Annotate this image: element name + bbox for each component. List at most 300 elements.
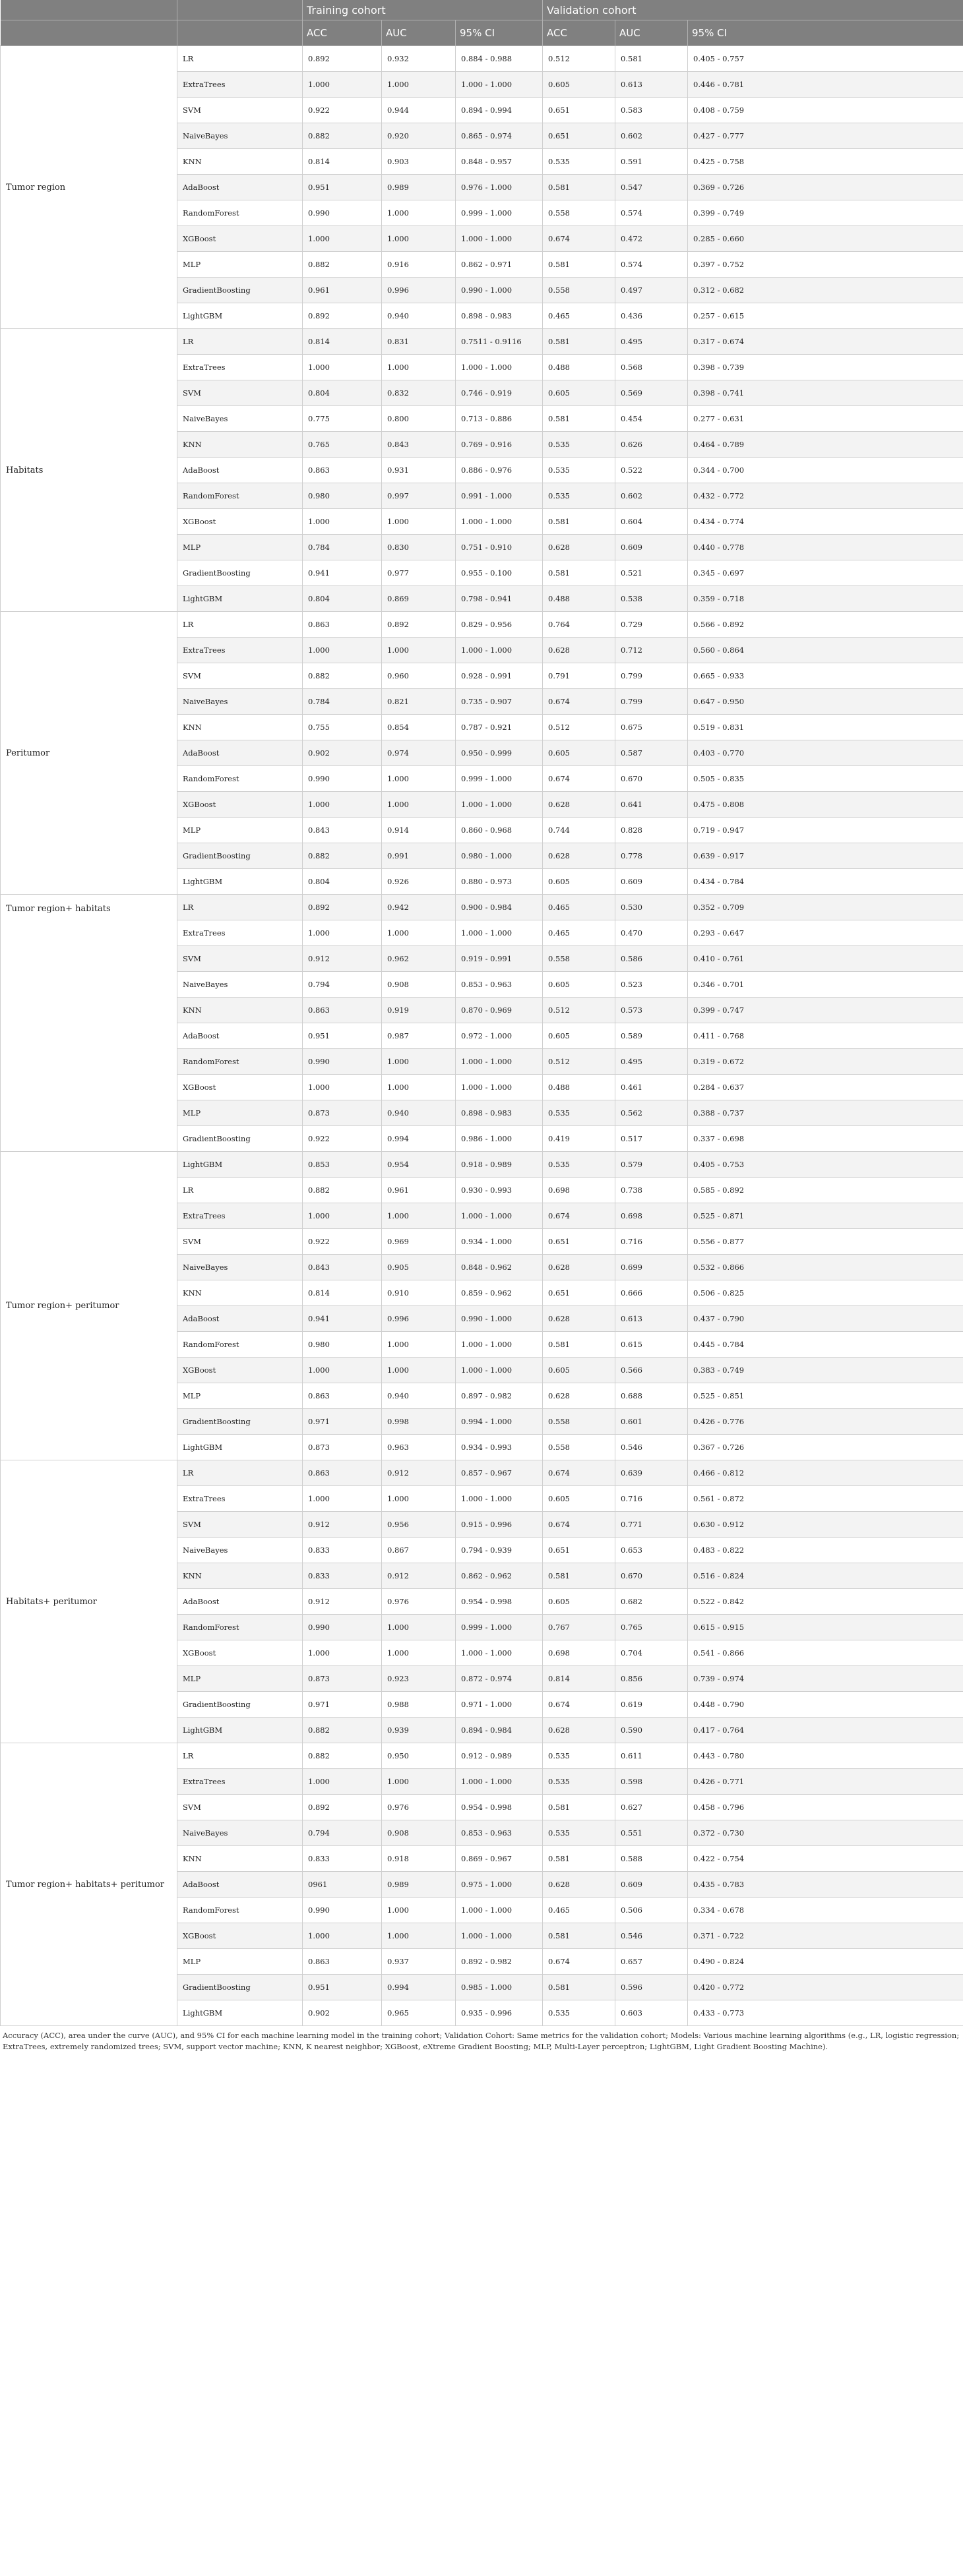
- train-ci-cell: 1.000 - 1.000: [456, 1049, 543, 1075]
- train-ci-cell: 0.769 - 0.916: [456, 432, 543, 458]
- train-ci-cell: 1.000 - 1.000: [456, 72, 543, 98]
- train-acc-cell: 0.990: [303, 1049, 382, 1075]
- model-name-cell: LR: [177, 46, 303, 72]
- valid-auc-cell: 0.546: [615, 1435, 688, 1460]
- train-acc-cell: 1.000: [303, 1075, 382, 1100]
- train-acc-cell: 0.922: [303, 98, 382, 123]
- model-name-cell: ExtraTrees: [177, 355, 303, 380]
- train-auc-cell: 0.832: [382, 380, 456, 406]
- model-name-cell: RandomForest: [177, 200, 303, 226]
- valid-acc-cell: 0.651: [543, 1538, 615, 1563]
- valid-acc-cell: 0.605: [543, 972, 615, 998]
- train-auc-cell: 0.961: [382, 1178, 456, 1203]
- train-acc-cell: 0.804: [303, 380, 382, 406]
- valid-acc-cell: 0.791: [543, 663, 615, 689]
- model-name-cell: XGBoost: [177, 792, 303, 818]
- train-ci-cell: 1.000 - 1.000: [456, 1898, 543, 1923]
- valid-acc-cell: 0.535: [543, 2000, 615, 2026]
- train-ci-cell: 0.928 - 0.991: [456, 663, 543, 689]
- valid-acc-cell: 0.605: [543, 1589, 615, 1615]
- train-ci-cell: 0.7511 - 0.9116: [456, 329, 543, 355]
- train-ci-cell: 1.000 - 1.000: [456, 1332, 543, 1358]
- valid-ci-cell: 0.445 - 0.784: [688, 1332, 963, 1358]
- model-name-cell: GradientBoosting: [177, 843, 303, 869]
- valid-ci-cell: 0.532 - 0.866: [688, 1255, 963, 1280]
- valid-acc-cell: 0.512: [543, 46, 615, 72]
- model-name-cell: XGBoost: [177, 1358, 303, 1383]
- model-name-cell: MLP: [177, 252, 303, 278]
- valid-acc-cell: 0.628: [543, 843, 615, 869]
- valid-ci-cell: 0.516 - 0.824: [688, 1563, 963, 1589]
- train-acc-cell: 1.000: [303, 638, 382, 663]
- train-auc-cell: 0.987: [382, 1023, 456, 1049]
- train-auc-cell: 0.912: [382, 1563, 456, 1589]
- model-name-cell: LightGBM: [177, 1152, 303, 1178]
- train-acc-cell: 1.000: [303, 1203, 382, 1229]
- train-auc-cell: 1.000: [382, 355, 456, 380]
- train-ci-cell: 0.980 - 1.000: [456, 843, 543, 869]
- valid-ci-cell: 0.483 - 0.822: [688, 1538, 963, 1563]
- valid-acc-cell: 0.605: [543, 1358, 615, 1383]
- valid-acc-cell: 0.581: [543, 1975, 615, 2000]
- train-acc-cell: 0.873: [303, 1100, 382, 1126]
- train-acc-cell: 0.922: [303, 1126, 382, 1152]
- train-ci-cell: 1.000 - 1.000: [456, 226, 543, 252]
- train-auc-cell: 1.000: [382, 1615, 456, 1640]
- train-acc-cell: 0.794: [303, 1820, 382, 1846]
- model-name-cell: NaiveBayes: [177, 972, 303, 998]
- valid-acc-cell: 0.488: [543, 355, 615, 380]
- model-name-cell: LR: [177, 895, 303, 920]
- valid-auc-cell: 0.566: [615, 1358, 688, 1383]
- train-ci-cell: 0.930 - 0.993: [456, 1178, 543, 1203]
- model-name-cell: ExtraTrees: [177, 72, 303, 98]
- train-auc-cell: 1.000: [382, 1075, 456, 1100]
- train-acc-cell: 0.912: [303, 1589, 382, 1615]
- valid-ci-cell: 0.367 - 0.726: [688, 1435, 963, 1460]
- valid-acc-cell: 0.674: [543, 689, 615, 715]
- train-auc-cell: 1.000: [382, 200, 456, 226]
- table-row: [1, 895, 963, 920]
- train-acc-cell: 0.990: [303, 200, 382, 226]
- valid-auc-cell: 0.568: [615, 355, 688, 380]
- valid-ci-cell: 0.397 - 0.752: [688, 252, 963, 278]
- valid-auc-cell: 0.641: [615, 792, 688, 818]
- train-acc-cell: 0.882: [303, 1178, 382, 1203]
- valid-ci-cell: 0.525 - 0.871: [688, 1203, 963, 1229]
- valid-acc-cell: 0.581: [543, 329, 615, 355]
- model-name-cell: XGBoost: [177, 509, 303, 535]
- train-acc-cell: 0.873: [303, 1435, 382, 1460]
- valid-acc-cell: 0.581: [543, 1795, 615, 1820]
- model-name-cell: AdaBoost: [177, 1872, 303, 1898]
- train-ci-cell: 0.898 - 0.983: [456, 303, 543, 329]
- train-auc-cell: 0.965: [382, 2000, 456, 2026]
- valid-auc-cell: 0.626: [615, 432, 688, 458]
- model-name-cell: KNN: [177, 432, 303, 458]
- valid-acc-cell: 0.465: [543, 895, 615, 920]
- train-acc-cell: 0.863: [303, 998, 382, 1023]
- table-footnote: Accuracy (ACC), area under the curve (AUC), and 95% CI for each machine learning model in the training cohort; Validation Cohort: Same metrics for the validation cohort; Models: Various machine learning algorithms (e.g., LR, logistic regression; ExtraTrees, extremely randomized trees; SVM, support vector machine; KNN, K nearest neighbor; XGBoost, eXtreme Gradient Boosting; MLP, Multi-Layer perceptron; LightGBM, Light Gradient Boosting Machine).: [3, 2031, 960, 2051]
- train-auc-cell: 1.000: [382, 920, 456, 946]
- valid-acc-cell: 0.558: [543, 1409, 615, 1435]
- train-ci-cell: 0.862 - 0.962: [456, 1563, 543, 1589]
- valid-auc-cell: 0.546: [615, 1923, 688, 1949]
- valid-acc-cell: 0.674: [543, 226, 615, 252]
- valid-acc-cell: 0.628: [543, 1255, 615, 1280]
- valid-acc-cell: 0.674: [543, 1203, 615, 1229]
- train-ci-cell: 0.787 - 0.921: [456, 715, 543, 740]
- train-auc-cell: 0.905: [382, 1255, 456, 1280]
- train-ci-cell: 0.918 - 0.989: [456, 1152, 543, 1178]
- train-auc-cell: 0.994: [382, 1126, 456, 1152]
- valid-ci-cell: 0.398 - 0.739: [688, 355, 963, 380]
- train-auc-cell: 1.000: [382, 1769, 456, 1795]
- train-ci-cell: 0.934 - 1.000: [456, 1229, 543, 1255]
- valid-auc-cell: 0.613: [615, 1306, 688, 1332]
- table-row: [1, 329, 963, 355]
- train-acc-cell: 0.892: [303, 895, 382, 920]
- group-label: Tumor region+ habitats+ peritumor: [1, 1743, 177, 2026]
- valid-acc-cell: 0.465: [543, 303, 615, 329]
- valid-ci-cell: 0.541 - 0.866: [688, 1640, 963, 1666]
- valid-ci-cell: 0.352 - 0.709: [688, 895, 963, 920]
- valid-ci-cell: 0.433 - 0.773: [688, 2000, 963, 2026]
- valid-ci-cell: 0.665 - 0.933: [688, 663, 963, 689]
- valid-acc-cell: 0.581: [543, 1923, 615, 1949]
- train-auc-cell: 0.942: [382, 895, 456, 920]
- train-ci-cell: 0.713 - 0.886: [456, 406, 543, 432]
- train-acc-cell: 0.794: [303, 972, 382, 998]
- model-name-cell: RandomForest: [177, 1898, 303, 1923]
- valid-auc-cell: 0.601: [615, 1409, 688, 1435]
- valid-acc-cell: 0.651: [543, 1280, 615, 1306]
- model-name-cell: MLP: [177, 535, 303, 560]
- train-ci-cell: 1.000 - 1.000: [456, 1640, 543, 1666]
- model-name-cell: XGBoost: [177, 226, 303, 252]
- train-acc-cell: 0.882: [303, 123, 382, 149]
- valid-acc-cell: 0.814: [543, 1666, 615, 1692]
- train-ci-cell: 0.999 - 1.000: [456, 766, 543, 792]
- valid-auc-cell: 0.609: [615, 1872, 688, 1898]
- valid-acc-cell: 0.581: [543, 560, 615, 586]
- train-acc-cell: 0.882: [303, 843, 382, 869]
- train-auc-cell: 0.912: [382, 1460, 456, 1486]
- valid-acc-cell: 0.698: [543, 1178, 615, 1203]
- train-acc-cell: 0.941: [303, 560, 382, 586]
- valid-auc-cell: 0.589: [615, 1023, 688, 1049]
- train-acc-cell: 0.833: [303, 1846, 382, 1872]
- train-acc-cell: 0.833: [303, 1538, 382, 1563]
- model-name-cell: LR: [177, 329, 303, 355]
- train-ci-cell: 0.955 - 0.100: [456, 560, 543, 586]
- valid-auc-cell: 0.517: [615, 1126, 688, 1152]
- valid-acc-cell: 0.767: [543, 1615, 615, 1640]
- valid-acc-cell: 0.605: [543, 1486, 615, 1512]
- train-auc-cell: 0.914: [382, 818, 456, 843]
- train-auc-cell: 0.908: [382, 972, 456, 998]
- model-name-cell: ExtraTrees: [177, 1486, 303, 1512]
- train-auc-cell: 1.000: [382, 1203, 456, 1229]
- train-auc-cell: 0.969: [382, 1229, 456, 1255]
- valid-auc-cell: 0.828: [615, 818, 688, 843]
- valid-auc-cell: 0.765: [615, 1615, 688, 1640]
- header-blank-model-2: [177, 20, 303, 46]
- train-ci-cell: 0.975 - 1.000: [456, 1872, 543, 1898]
- valid-auc-cell: 0.627: [615, 1795, 688, 1820]
- valid-auc-cell: 0.583: [615, 98, 688, 123]
- header-train-auc: AUC: [382, 20, 456, 46]
- model-name-cell: XGBoost: [177, 1640, 303, 1666]
- train-auc-cell: 0.996: [382, 278, 456, 303]
- train-auc-cell: 0.919: [382, 998, 456, 1023]
- valid-acc-cell: 0.628: [543, 535, 615, 560]
- model-name-cell: AdaBoost: [177, 458, 303, 483]
- train-ci-cell: 0.794 - 0.939: [456, 1538, 543, 1563]
- valid-auc-cell: 0.602: [615, 483, 688, 509]
- model-name-cell: AdaBoost: [177, 175, 303, 200]
- valid-acc-cell: 0.605: [543, 869, 615, 895]
- train-ci-cell: 0.976 - 1.000: [456, 175, 543, 200]
- model-name-cell: SVM: [177, 380, 303, 406]
- train-acc-cell: 0.863: [303, 1460, 382, 1486]
- train-auc-cell: 0.830: [382, 535, 456, 560]
- train-ci-cell: 0.829 - 0.956: [456, 612, 543, 638]
- valid-ci-cell: 0.434 - 0.784: [688, 869, 963, 895]
- train-acc-cell: 1.000: [303, 1923, 382, 1949]
- valid-auc-cell: 0.454: [615, 406, 688, 432]
- valid-acc-cell: 0.535: [543, 1100, 615, 1126]
- train-ci-cell: 1.000 - 1.000: [456, 1486, 543, 1512]
- train-acc-cell: 0.784: [303, 535, 382, 560]
- train-auc-cell: 0.962: [382, 946, 456, 972]
- train-auc-cell: 0.976: [382, 1589, 456, 1615]
- valid-auc-cell: 0.712: [615, 638, 688, 663]
- model-name-cell: MLP: [177, 1383, 303, 1409]
- valid-auc-cell: 0.738: [615, 1178, 688, 1203]
- table-body: [1, 46, 963, 2026]
- train-ci-cell: 0.869 - 0.967: [456, 1846, 543, 1872]
- train-auc-cell: 0.800: [382, 406, 456, 432]
- valid-auc-cell: 0.590: [615, 1718, 688, 1743]
- valid-acc-cell: 0.581: [543, 1846, 615, 1872]
- valid-auc-cell: 0.522: [615, 458, 688, 483]
- train-auc-cell: 0.996: [382, 1306, 456, 1332]
- train-auc-cell: 0.843: [382, 432, 456, 458]
- train-ci-cell: 0.919 - 0.991: [456, 946, 543, 972]
- header-blank-model: [177, 0, 303, 20]
- model-name-cell: MLP: [177, 1949, 303, 1975]
- header-training-cohort: Training cohort: [303, 0, 543, 20]
- train-auc-cell: 0.956: [382, 1512, 456, 1538]
- valid-auc-cell: 0.521: [615, 560, 688, 586]
- header-train-acc: ACC: [303, 20, 382, 46]
- group-label: Tumor region+ peritumor: [1, 1152, 177, 1460]
- train-acc-cell: 0.814: [303, 329, 382, 355]
- valid-auc-cell: 0.799: [615, 663, 688, 689]
- train-ci-cell: 0.848 - 0.957: [456, 149, 543, 175]
- train-auc-cell: 0.997: [382, 483, 456, 509]
- valid-ci-cell: 0.257 - 0.615: [688, 303, 963, 329]
- valid-auc-cell: 0.598: [615, 1769, 688, 1795]
- train-ci-cell: 1.000 - 1.000: [456, 1075, 543, 1100]
- group-label: Peritumor: [1, 612, 177, 895]
- train-acc-cell: 0.990: [303, 1898, 382, 1923]
- train-auc-cell: 0.903: [382, 149, 456, 175]
- valid-acc-cell: 0.535: [543, 483, 615, 509]
- valid-ci-cell: 0.317 - 0.674: [688, 329, 963, 355]
- model-name-cell: ExtraTrees: [177, 1203, 303, 1229]
- valid-ci-cell: 0.405 - 0.753: [688, 1152, 963, 1178]
- train-ci-cell: 1.000 - 1.000: [456, 355, 543, 380]
- valid-ci-cell: 0.475 - 0.808: [688, 792, 963, 818]
- valid-ci-cell: 0.464 - 0.789: [688, 432, 963, 458]
- model-name-cell: KNN: [177, 1280, 303, 1306]
- header-valid-ci: 95% CI: [688, 20, 963, 46]
- train-auc-cell: 0.867: [382, 1538, 456, 1563]
- train-acc-cell: 0.843: [303, 818, 382, 843]
- train-ci-cell: 0.894 - 0.994: [456, 98, 543, 123]
- train-acc-cell: 1.000: [303, 1769, 382, 1795]
- valid-auc-cell: 0.699: [615, 1255, 688, 1280]
- train-ci-cell: 0.912 - 0.989: [456, 1743, 543, 1769]
- valid-ci-cell: 0.405 - 0.757: [688, 46, 963, 72]
- train-ci-cell: 0.999 - 1.000: [456, 200, 543, 226]
- valid-auc-cell: 0.551: [615, 1820, 688, 1846]
- valid-auc-cell: 0.470: [615, 920, 688, 946]
- model-name-cell: XGBoost: [177, 1075, 303, 1100]
- train-ci-cell: 0.848 - 0.962: [456, 1255, 543, 1280]
- train-ci-cell: 0.751 - 0.910: [456, 535, 543, 560]
- valid-ci-cell: 0.337 - 0.698: [688, 1126, 963, 1152]
- train-ci-cell: 0.735 - 0.907: [456, 689, 543, 715]
- train-acc-cell: 0.912: [303, 946, 382, 972]
- train-ci-cell: 1.000 - 1.000: [456, 1358, 543, 1383]
- model-name-cell: LR: [177, 1178, 303, 1203]
- group-label: Tumor region: [1, 46, 177, 329]
- model-name-cell: SVM: [177, 98, 303, 123]
- train-auc-cell: 0.963: [382, 1435, 456, 1460]
- train-auc-cell: 0.940: [382, 1100, 456, 1126]
- train-ci-cell: 0.900 - 0.984: [456, 895, 543, 920]
- train-auc-cell: 0.989: [382, 175, 456, 200]
- valid-ci-cell: 0.566 - 0.892: [688, 612, 963, 638]
- header-valid-acc: ACC: [543, 20, 615, 46]
- model-name-cell: KNN: [177, 1846, 303, 1872]
- valid-ci-cell: 0.403 - 0.770: [688, 740, 963, 766]
- model-name-cell: SVM: [177, 1229, 303, 1255]
- train-auc-cell: 0.991: [382, 843, 456, 869]
- valid-auc-cell: 0.495: [615, 1049, 688, 1075]
- valid-acc-cell: 0.535: [543, 1820, 615, 1846]
- model-name-cell: KNN: [177, 1563, 303, 1589]
- valid-ci-cell: 0.630 - 0.912: [688, 1512, 963, 1538]
- model-name-cell: NaiveBayes: [177, 123, 303, 149]
- model-name-cell: AdaBoost: [177, 1589, 303, 1615]
- train-auc-cell: 0.988: [382, 1692, 456, 1718]
- train-auc-cell: 1.000: [382, 72, 456, 98]
- valid-ci-cell: 0.293 - 0.647: [688, 920, 963, 946]
- train-ci-cell: 0.990 - 1.000: [456, 1306, 543, 1332]
- valid-auc-cell: 0.603: [615, 2000, 688, 2026]
- valid-acc-cell: 0.628: [543, 1306, 615, 1332]
- train-ci-cell: 0.884 - 0.988: [456, 46, 543, 72]
- train-auc-cell: 1.000: [382, 1898, 456, 1923]
- train-acc-cell: 0.912: [303, 1512, 382, 1538]
- train-ci-cell: 1.000 - 1.000: [456, 920, 543, 946]
- valid-ci-cell: 0.466 - 0.812: [688, 1460, 963, 1486]
- valid-ci-cell: 0.277 - 0.631: [688, 406, 963, 432]
- valid-acc-cell: 0.558: [543, 946, 615, 972]
- model-name-cell: KNN: [177, 149, 303, 175]
- train-auc-cell: 0.908: [382, 1820, 456, 1846]
- train-acc-cell: 0961: [303, 1872, 382, 1898]
- train-acc-cell: 1.000: [303, 1640, 382, 1666]
- valid-acc-cell: 0.628: [543, 1383, 615, 1409]
- valid-acc-cell: 0.535: [543, 1743, 615, 1769]
- train-acc-cell: 0.755: [303, 715, 382, 740]
- valid-auc-cell: 0.523: [615, 972, 688, 998]
- train-auc-cell: 0.977: [382, 560, 456, 586]
- train-ci-cell: 0.859 - 0.962: [456, 1280, 543, 1306]
- valid-acc-cell: 0.651: [543, 98, 615, 123]
- table-row: [1, 1460, 963, 1486]
- table-row: [1, 1743, 963, 1769]
- valid-ci-cell: 0.359 - 0.718: [688, 586, 963, 612]
- valid-auc-cell: 0.670: [615, 1563, 688, 1589]
- valid-ci-cell: 0.506 - 0.825: [688, 1280, 963, 1306]
- train-acc-cell: 0.804: [303, 586, 382, 612]
- valid-acc-cell: 0.581: [543, 1332, 615, 1358]
- train-acc-cell: 0.971: [303, 1409, 382, 1435]
- train-auc-cell: 0.932: [382, 46, 456, 72]
- train-ci-cell: 0.971 - 1.000: [456, 1692, 543, 1718]
- valid-auc-cell: 0.587: [615, 740, 688, 766]
- train-acc-cell: 0.951: [303, 175, 382, 200]
- train-acc-cell: 0.941: [303, 1306, 382, 1332]
- train-acc-cell: 0.853: [303, 1152, 382, 1178]
- train-ci-cell: 0.857 - 0.967: [456, 1460, 543, 1486]
- valid-auc-cell: 0.856: [615, 1666, 688, 1692]
- valid-auc-cell: 0.586: [615, 946, 688, 972]
- train-auc-cell: 0.944: [382, 98, 456, 123]
- train-auc-cell: 1.000: [382, 1640, 456, 1666]
- valid-ci-cell: 0.719 - 0.947: [688, 818, 963, 843]
- train-ci-cell: 1.000 - 1.000: [456, 509, 543, 535]
- train-acc-cell: 1.000: [303, 355, 382, 380]
- valid-acc-cell: 0.605: [543, 740, 615, 766]
- train-ci-cell: 0.915 - 0.996: [456, 1512, 543, 1538]
- train-auc-cell: 0.998: [382, 1409, 456, 1435]
- valid-acc-cell: 0.651: [543, 123, 615, 149]
- valid-ci-cell: 0.422 - 0.754: [688, 1846, 963, 1872]
- valid-ci-cell: 0.411 - 0.768: [688, 1023, 963, 1049]
- valid-auc-cell: 0.497: [615, 278, 688, 303]
- model-name-cell: ExtraTrees: [177, 1769, 303, 1795]
- train-acc-cell: 0.765: [303, 432, 382, 458]
- valid-acc-cell: 0.581: [543, 509, 615, 535]
- train-acc-cell: 0.892: [303, 46, 382, 72]
- valid-acc-cell: 0.512: [543, 1049, 615, 1075]
- table-row: [1, 612, 963, 638]
- valid-ci-cell: 0.561 - 0.872: [688, 1486, 963, 1512]
- model-name-cell: MLP: [177, 1100, 303, 1126]
- valid-acc-cell: 0.744: [543, 818, 615, 843]
- valid-auc-cell: 0.579: [615, 1152, 688, 1178]
- train-auc-cell: 0.960: [382, 663, 456, 689]
- train-ci-cell: 0.865 - 0.974: [456, 123, 543, 149]
- train-ci-cell: 0.870 - 0.969: [456, 998, 543, 1023]
